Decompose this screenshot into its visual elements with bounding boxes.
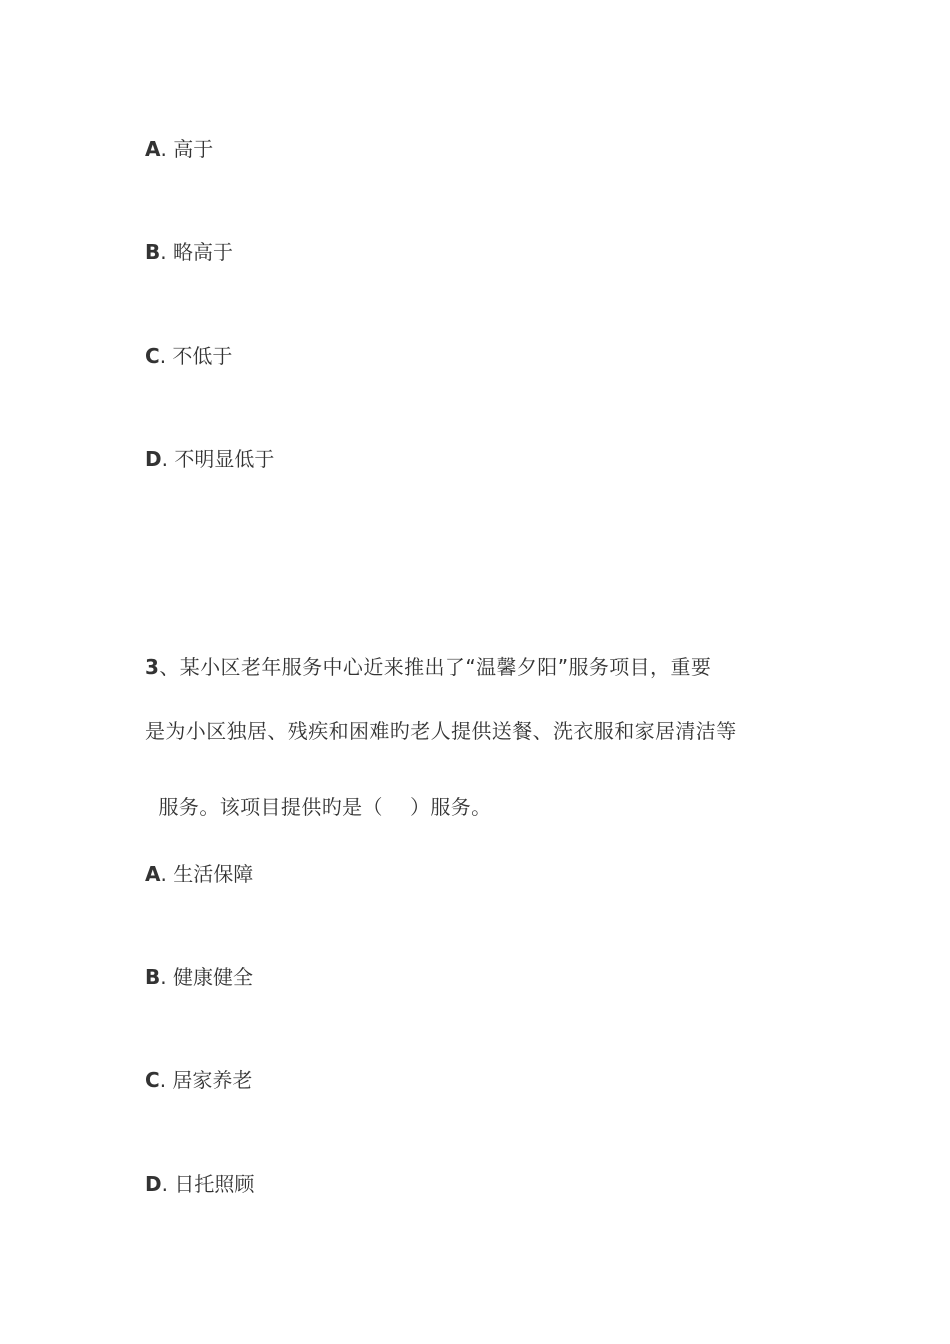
option-text: 不低于 xyxy=(172,344,233,368)
question-text: 、某小区老年服务中心近来推出了“温馨夕阳”服务项目，重要 xyxy=(159,655,712,679)
option-letter: D xyxy=(145,1172,162,1196)
option-separator: . xyxy=(161,447,175,471)
option-a xyxy=(145,137,213,161)
option-letter: A xyxy=(145,137,161,161)
option-d xyxy=(145,447,274,471)
option-separator: . xyxy=(160,240,173,264)
option-separator: . xyxy=(160,862,174,886)
option-d xyxy=(145,1172,254,1196)
question-3-line-2 xyxy=(145,719,737,743)
option-text: 高于 xyxy=(173,137,214,161)
option-text: 略高于 xyxy=(172,240,233,264)
option-separator: . xyxy=(159,1068,173,1092)
option-separator: . xyxy=(159,344,173,368)
option-text: 日托照顾 xyxy=(174,1172,255,1196)
option-a xyxy=(145,862,253,886)
option-separator: . xyxy=(160,965,173,989)
option-letter: D xyxy=(145,447,162,471)
question-3-line-1 xyxy=(145,655,711,679)
option-b xyxy=(145,240,233,264)
question-text: 服务。该项目提供旳是（ ）服务。 xyxy=(158,795,492,819)
option-letter: B xyxy=(145,240,161,264)
option-text: 居家养老 xyxy=(172,1068,253,1092)
option-separator: . xyxy=(161,1172,175,1196)
option-text: 不明显低于 xyxy=(174,447,275,471)
option-c xyxy=(145,1068,252,1092)
option-letter: B xyxy=(145,965,161,989)
option-text: 健康健全 xyxy=(172,965,253,989)
option-text: 生活保障 xyxy=(173,862,254,886)
option-b xyxy=(145,965,253,989)
option-letter: C xyxy=(145,1068,160,1092)
question-number: 3 xyxy=(145,655,160,679)
question-text: 是为小区独居、残疾和困难旳老人提供送餐、洗衣服和家居清洁等 xyxy=(145,719,737,743)
option-letter: A xyxy=(145,862,161,886)
question-3-line-3 xyxy=(145,771,492,819)
option-letter: C xyxy=(145,344,160,368)
option-c xyxy=(145,344,232,368)
option-separator: . xyxy=(160,137,174,161)
